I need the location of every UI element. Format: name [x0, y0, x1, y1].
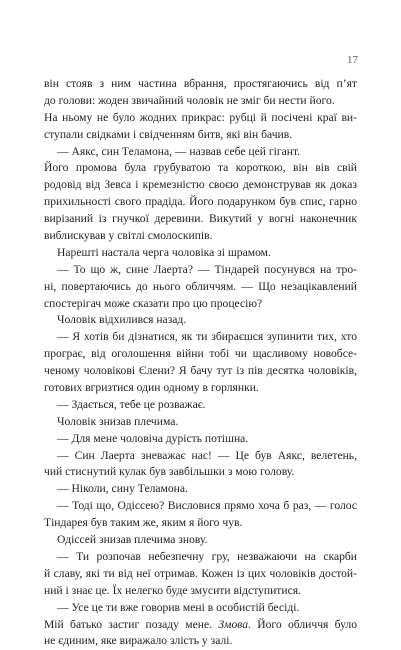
text-line: ченому чоловікові Єлени? Я бачу тут із пів десятка чоловіків, [44, 364, 357, 378]
text-line: — Син Лаерта зневажає нас! — Це був Аякс, велетень, [57, 448, 357, 462]
body-text [44, 76, 357, 650]
text-line: Одіссей знизав плечима знову. [57, 533, 208, 547]
text-line: спостерігач може сказати про цю процесію? [44, 296, 263, 310]
text-line: — То що ж, сине Лаерта? — Тіндарей посунувся на тро- [57, 262, 357, 276]
text-line: вирізаний із гнучкої деревини. Викутий у вогні наконечник [44, 212, 357, 226]
text-line: — Усе це ти вже говорив мені в особистій бесіді. [57, 600, 300, 614]
text-line: до голови: жоден звичайний чоловік не зміг би нести його. [44, 93, 335, 107]
text-line: Тіндарея був таким же, яким я його чув. [44, 516, 243, 530]
text-line: ний і знає це. Їх нелегко буде змусити відступитися. [44, 583, 301, 597]
text-line: — Ніколи, сину Теламона. [57, 482, 188, 496]
text-line: родовід від Зевса і кремезністю своєю демонстрував як доказ [44, 178, 357, 192]
text-line: Його промова була грубуватою та короткою, він вів свій [44, 161, 357, 175]
text-line: Чоловік відхилився назад. [57, 313, 187, 327]
text-line: — Для мене чоловіча дурість потішна. [57, 431, 249, 445]
text-line: Чоловік знизав плечима. [57, 414, 179, 428]
text-line: прихильності свого прадіда. Його подарунком був спис, гарно [44, 195, 357, 209]
text-line: не єдиним, яке виражало злість у залі. [44, 634, 233, 648]
text-line: він стояв з ним частина вбрання, простягаючись від п’ят [44, 77, 357, 90]
text-line: — Я хотів би дізнатися, як ти збираєшся зупинити тих, хто [57, 330, 357, 344]
text-line: — Здається, тебе це розважає. [57, 397, 206, 411]
text-line: виблискував у світлі смолоскипів. [44, 229, 213, 243]
text-line: Нарешті настала черга чоловіка зі шрамом. [57, 245, 271, 259]
text-line: й славу, які ти від неї отримав. Кожен із цих чоловіків достой- [44, 566, 357, 580]
text-line: — Аякс, син Теламона, — назвав себе цей гігант. [57, 144, 301, 158]
emphasis-word: Змова [218, 617, 248, 631]
text-line: — Ти розпочав небезпечну гру, незважаючи на скарби [57, 549, 357, 563]
text-line: — Тоді що, Одіссею? Висловися прямо хоча б раз, — голос [57, 499, 357, 513]
text-line: чий стиснутий кулак був завбільшки з мою голову. [44, 465, 295, 479]
text-line: Мій батько застиг позаду мене. Змова. Його обличчя було [44, 617, 357, 631]
text-line: програє, від оголошення війни тобі чи щасливому новобсе- [44, 347, 357, 361]
text-line: ні, повертаючись до нього обличчям. — Що незацікавлений [44, 279, 357, 293]
text-line: готових вгризтися один одному в горлянки. [44, 381, 259, 395]
page-number: 17 [347, 54, 358, 66]
text-line: ступали свідками і свідченням битв, які він бачив. [44, 127, 293, 141]
text-line: На ньому не було жодних прикрас: рубці й посічені краї ви- [44, 110, 357, 124]
